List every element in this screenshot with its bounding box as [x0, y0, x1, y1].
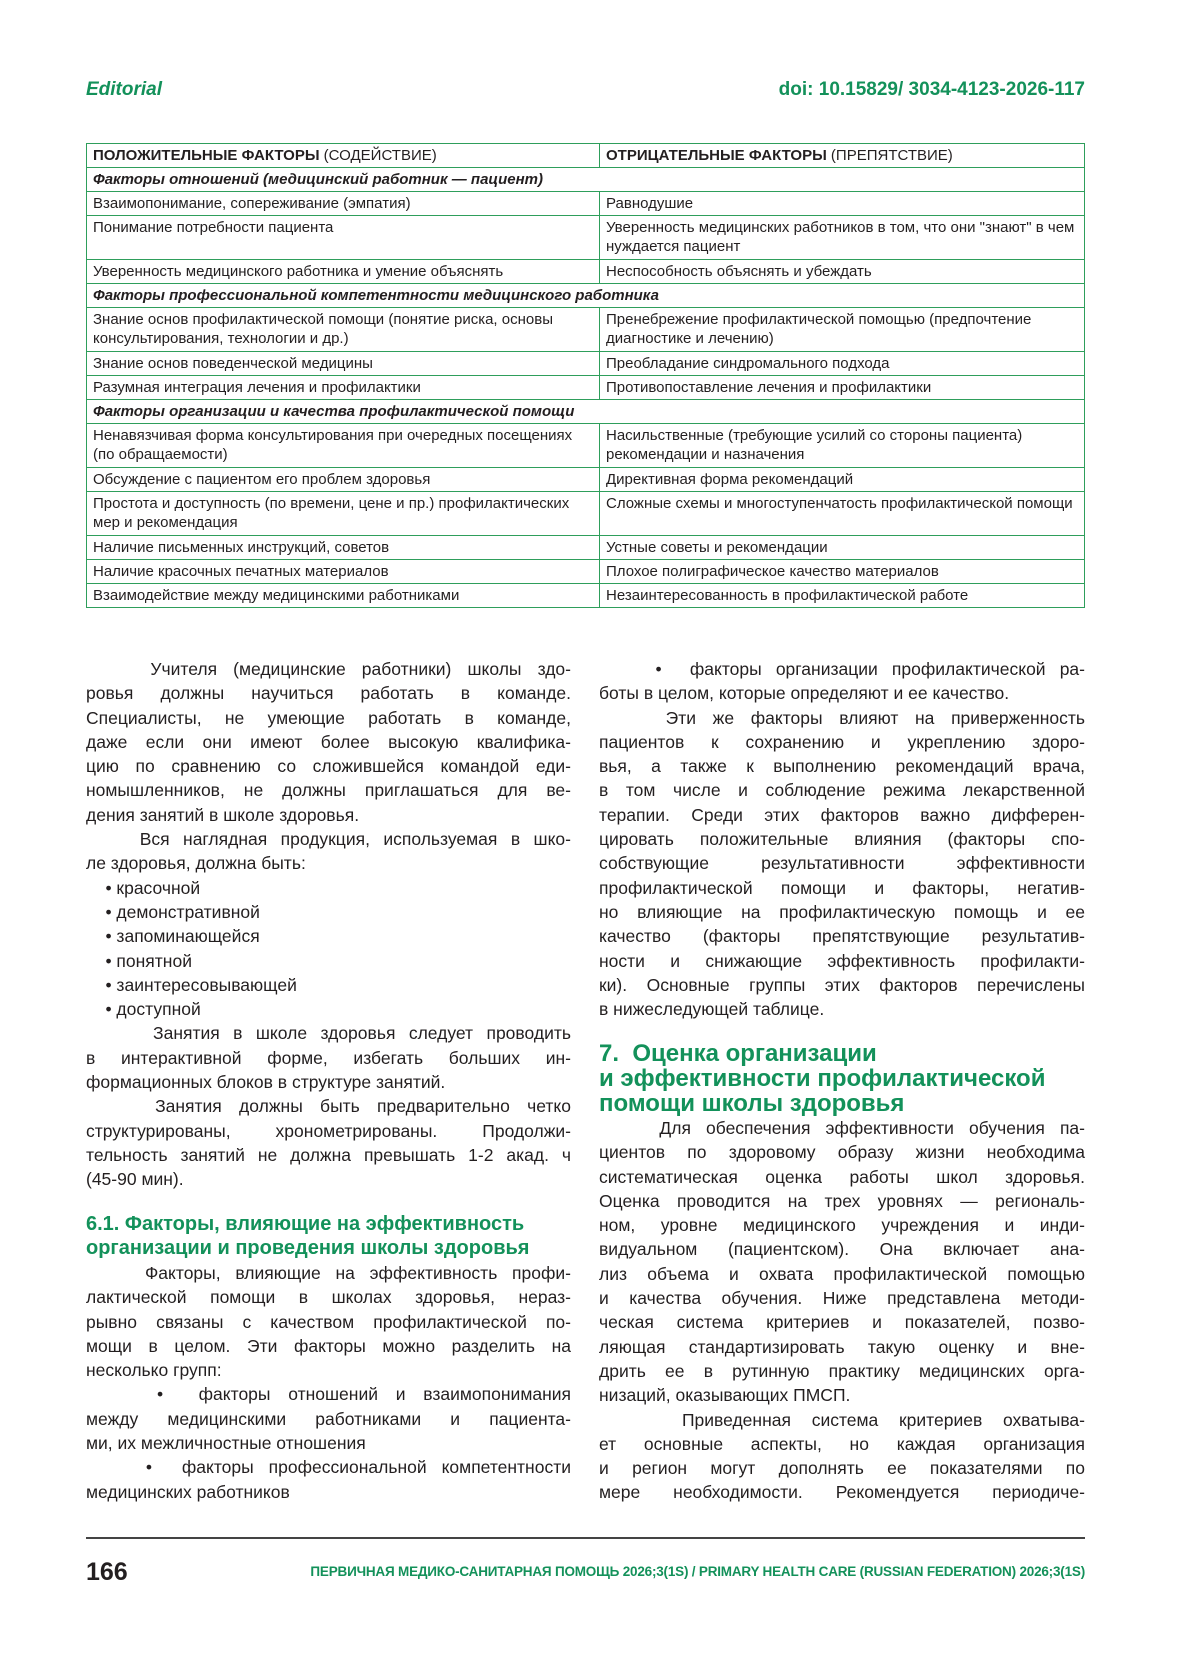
text-line: • запоминающейся [86, 926, 260, 947]
header-negative-rest: (ПРЕПЯТСТВИЕ) [826, 147, 953, 164]
text-line: рывно связаны с качеством профилактической по- [86, 1311, 571, 1332]
text-line: в том числе и соблюдение режима лекарственной [599, 780, 1085, 801]
heading-7 [599, 1041, 1099, 1116]
text-line: качество (факторы препятствующие результатив- [599, 926, 1085, 947]
positive-factor: Взаимопонимание, сопереживание (эмпатия) [87, 192, 600, 216]
negative-factor: Неспособность объяснять и убеждать [600, 260, 1085, 284]
paragraph [86, 997, 571, 1021]
heading-line: организации и проведения школы здоровья [86, 1237, 530, 1259]
text-line: цировать положительные влияния (факторы спо- [599, 829, 1085, 850]
text-line: пациентов к сохранению и укреплению здоро- [599, 731, 1085, 752]
doi: doi: 10.15829/ 3034-4123-2026-117 [778, 79, 1085, 100]
positive-factor: Уверенность медицинского работника и умение объяснять [87, 260, 600, 284]
heading-line: и эффективности профилактической [599, 1065, 1046, 1092]
table-row [87, 192, 1085, 216]
category-label: Факторы отношений (медицинский работник — пациент) [87, 168, 1085, 192]
paragraph [86, 900, 571, 924]
positive-factor: Знание основ поведенческой медицины [87, 352, 600, 376]
paragraph [86, 1261, 571, 1382]
category-label: Факторы организации и качества профилактической помощи [87, 400, 1085, 424]
text-line: в интерактивной форме, избегать больших ин- [86, 1047, 571, 1068]
header-negative [600, 144, 1085, 168]
paragraph [86, 827, 571, 876]
positive-factor: Ненавязчивая форма консультирования при очередных посещениях (по обращаемости) [87, 424, 600, 468]
text-line: Вся наглядная продукция, используемая в шко- [86, 829, 571, 850]
text-line: ле здоровья, должна быть: [86, 853, 306, 874]
positive-factor: Простота и доступность (по времени, цене и пр.) профилактических мер и рекомендация [87, 492, 600, 536]
table-row [87, 560, 1085, 584]
text-line: Эти же факторы влияют на приверженность [599, 707, 1085, 728]
text-line: медицинских работников [86, 1481, 290, 1502]
text-line: и качества обучения. Ниже представлена методи- [599, 1288, 1085, 1309]
text-line: между медицинскими работниками и пациента- [86, 1408, 571, 1429]
right-column-bottom [599, 1116, 1085, 1505]
negative-factor: Уверенность медицинских работников в том, что они "знают" в чем нуждается пациент [600, 216, 1085, 260]
negative-factor: Насильственные (требующие усилий со стороны пациента) рекомендации и назначения [600, 424, 1085, 468]
text-line: (45-90 мин). [86, 1169, 184, 1190]
category-label: Факторы профессиональной компетентности медицинского работника [87, 284, 1085, 308]
table-row [87, 352, 1085, 376]
text-line: Факторы, влияющие на эффективность профи- [86, 1263, 571, 1283]
text-line: • красочной [86, 877, 201, 898]
positive-factor: Взаимодействие между медицинскими работниками [87, 584, 600, 608]
text-line: ляющая стандартизировать такую оценку и вне- [599, 1336, 1085, 1357]
text-line: цию по сравнению со сложившейся командой еди- [86, 756, 571, 777]
negative-factor: Преобладание синдромального подхода [600, 352, 1085, 376]
heading-line: помощи школы здоровья [599, 1090, 905, 1117]
text-line: мощи в целом. Эти факторы можно разделить на [86, 1335, 571, 1356]
text-line: но влияющие на профилактическую помощь и ее [599, 901, 1085, 922]
left-column-top [86, 657, 571, 1192]
header-positive-bold: ПОЛОЖИТЕЛЬНЫЕ ФАКТОРЫ [93, 147, 320, 164]
paragraph [86, 657, 571, 827]
text-line: видуальном (пациентском). Она включает ана- [599, 1239, 1085, 1260]
heading-line: 7. Оценка организации [599, 1040, 877, 1067]
text-line: профилактической помощи и факторы, негатив- [599, 877, 1085, 898]
table-category-row [87, 400, 1085, 424]
left-column-bottom [86, 1261, 571, 1504]
paragraph [86, 1382, 571, 1455]
paragraph [86, 1021, 571, 1094]
positive-factor: Разумная интеграция лечения и профилактики [87, 376, 600, 400]
negative-factor: Директивная форма рекомендаций [600, 468, 1085, 492]
negative-factor: Устные советы и рекомендации [600, 536, 1085, 560]
text-line: лиз объема и охвата профилактической помощью [599, 1263, 1085, 1284]
text-line: • факторы профессиональной компетентности [86, 1457, 571, 1478]
paragraph [86, 1455, 571, 1504]
text-line: низаций, оказывающих ПМСП. [599, 1385, 851, 1406]
text-line: в нижеследующей таблице. [599, 999, 825, 1020]
table-row [87, 536, 1085, 560]
negative-factor: Незаинтересованность в профилактической работе [600, 584, 1085, 608]
section-label: Editorial [86, 79, 163, 100]
negative-factor: Противопоставление лечения и профилактики [600, 376, 1085, 400]
header-positive [87, 144, 600, 168]
positive-factor: Обсуждение с пациентом его проблем здоровья [87, 468, 600, 492]
text-line: ческая система критериев и показателей, позво- [599, 1312, 1085, 1333]
positive-factor: Наличие красочных печатных материалов [87, 560, 600, 584]
table-row [87, 468, 1085, 492]
text-line: • факторы организации профилактической ра- [599, 659, 1085, 679]
paragraph [86, 973, 571, 997]
page-number: 166 [86, 1558, 128, 1586]
positive-factor: Знание основ профилактической помощи (понятие риска, основы консультирования, технологии и др.) [87, 308, 600, 352]
paragraph [599, 1116, 1085, 1408]
text-line: • понятной [86, 950, 192, 971]
text-line: ки). Основные группы этих факторов перечислены [599, 974, 1085, 995]
text-line: Специалисты, не умеющие работать в команде, [86, 707, 571, 728]
paragraph [599, 1408, 1085, 1505]
text-line: мере необходимости. Рекомендуется периодиче- [599, 1482, 1085, 1503]
text-line: боты в целом, которые определяют и ее качество. [599, 683, 1010, 704]
text-line: систематическая оценка работы школ здоровья. [599, 1166, 1085, 1187]
heading-6-1 [86, 1212, 586, 1260]
text-line: лактической помощи в школах здоровья, нераз- [86, 1287, 571, 1308]
negative-factor: Сложные схемы и многоступенчатость профилактической помощи [600, 492, 1085, 536]
text-line: вья, а также к выполнению рекомендаций врача, [599, 756, 1085, 777]
text-line: Занятия в школе здоровья следует проводить [86, 1023, 571, 1044]
text-line: • доступной [86, 999, 201, 1020]
table-header-row [87, 144, 1085, 168]
positive-factor: Наличие письменных инструкций, советов [87, 536, 600, 560]
table-row [87, 216, 1085, 260]
negative-factor: Равнодушие [600, 192, 1085, 216]
text-line: дрить ее в рутинную практику медицинских орга- [599, 1360, 1085, 1381]
factors-table [86, 143, 1085, 608]
text-line: ном, уровне медицинского учреждения и инди- [599, 1215, 1085, 1236]
text-line: ровья должны научиться работать в команде. [86, 683, 571, 704]
table-row [87, 308, 1085, 352]
table-row [87, 376, 1085, 400]
text-line: Оценка проводится на трех уровнях — региональ- [599, 1190, 1085, 1211]
text-line: • заинтересовывающей [86, 974, 297, 995]
paragraph [86, 1094, 571, 1191]
journal-footer: ПЕРВИЧНАЯ МЕДИКО-САНИТАРНАЯ ПОМОЩЬ 2026;3(1S) / PRIMARY HEALTH CARE (RUSSIAN FEDERATION) 2026;3(1S) [310, 1564, 1085, 1579]
text-line: даже если они имеют более высокую квалифика- [86, 731, 571, 752]
text-line: • демонстративной [86, 901, 260, 922]
table-row [87, 260, 1085, 284]
table-row [87, 424, 1085, 468]
table-category-row [87, 284, 1085, 308]
negative-factor: Пренебрежение профилактической помощью (предпочтение диагностике и лечению) [600, 308, 1085, 352]
paragraph [86, 924, 571, 948]
text-line: Учителя (медицинские работники) школы здо- [86, 659, 571, 679]
right-column-top [599, 657, 1085, 1021]
paragraph [86, 949, 571, 973]
text-line: тельность занятий не должна превышать 1-2 акад. ч [86, 1144, 571, 1165]
text-line: Приведенная система критериев охватыва- [599, 1409, 1085, 1430]
header-positive-rest: (СОДЕЙСТВИЕ) [319, 147, 437, 164]
paragraph [599, 657, 1085, 706]
table-category-row [87, 168, 1085, 192]
text-line: собствующие результативности эффективности [599, 853, 1085, 874]
text-line: Для обеспечения эффективности обучения па- [599, 1118, 1085, 1138]
text-line: формационных блоков в структуре занятий. [86, 1072, 446, 1093]
text-line: и регион могут дополнять ее показателями по [599, 1458, 1085, 1479]
text-line: дения занятий в школе здоровья. [86, 804, 360, 825]
paragraph [86, 876, 571, 900]
text-line: циентов по здоровому образу жизни необходима [599, 1142, 1085, 1163]
text-line: • факторы отношений и взаимопонимания [86, 1384, 571, 1405]
text-line: ет основные аспекты, но каждая организация [599, 1433, 1085, 1454]
table-row [87, 584, 1085, 608]
text-line: номышленников, не должны приглашаться для ве- [86, 780, 571, 801]
table-row [87, 492, 1085, 536]
negative-factor: Плохое полиграфическое качество материалов [600, 560, 1085, 584]
text-line: ности и снижающие эффективность профилакти- [599, 950, 1085, 971]
text-line: Занятия должны быть предварительно четко [86, 1096, 571, 1117]
footer-divider [86, 1537, 1085, 1539]
paragraph [599, 706, 1085, 1022]
text-line: структурированы, хронометрированы. Продолжи- [86, 1120, 571, 1141]
header-negative-bold: ОТРИЦАТЕЛЬНЫЕ ФАКТОРЫ [606, 147, 827, 164]
text-line: несколько групп: [86, 1360, 222, 1381]
positive-factor: Понимание потребности пациента [87, 216, 600, 260]
text-line: ми, их межличностные отношения [86, 1433, 366, 1454]
heading-line: 6.1. Факторы, влияющие на эффективность [86, 1213, 525, 1235]
text-line: терапии. Среди этих факторов важно дифферен- [599, 804, 1085, 825]
